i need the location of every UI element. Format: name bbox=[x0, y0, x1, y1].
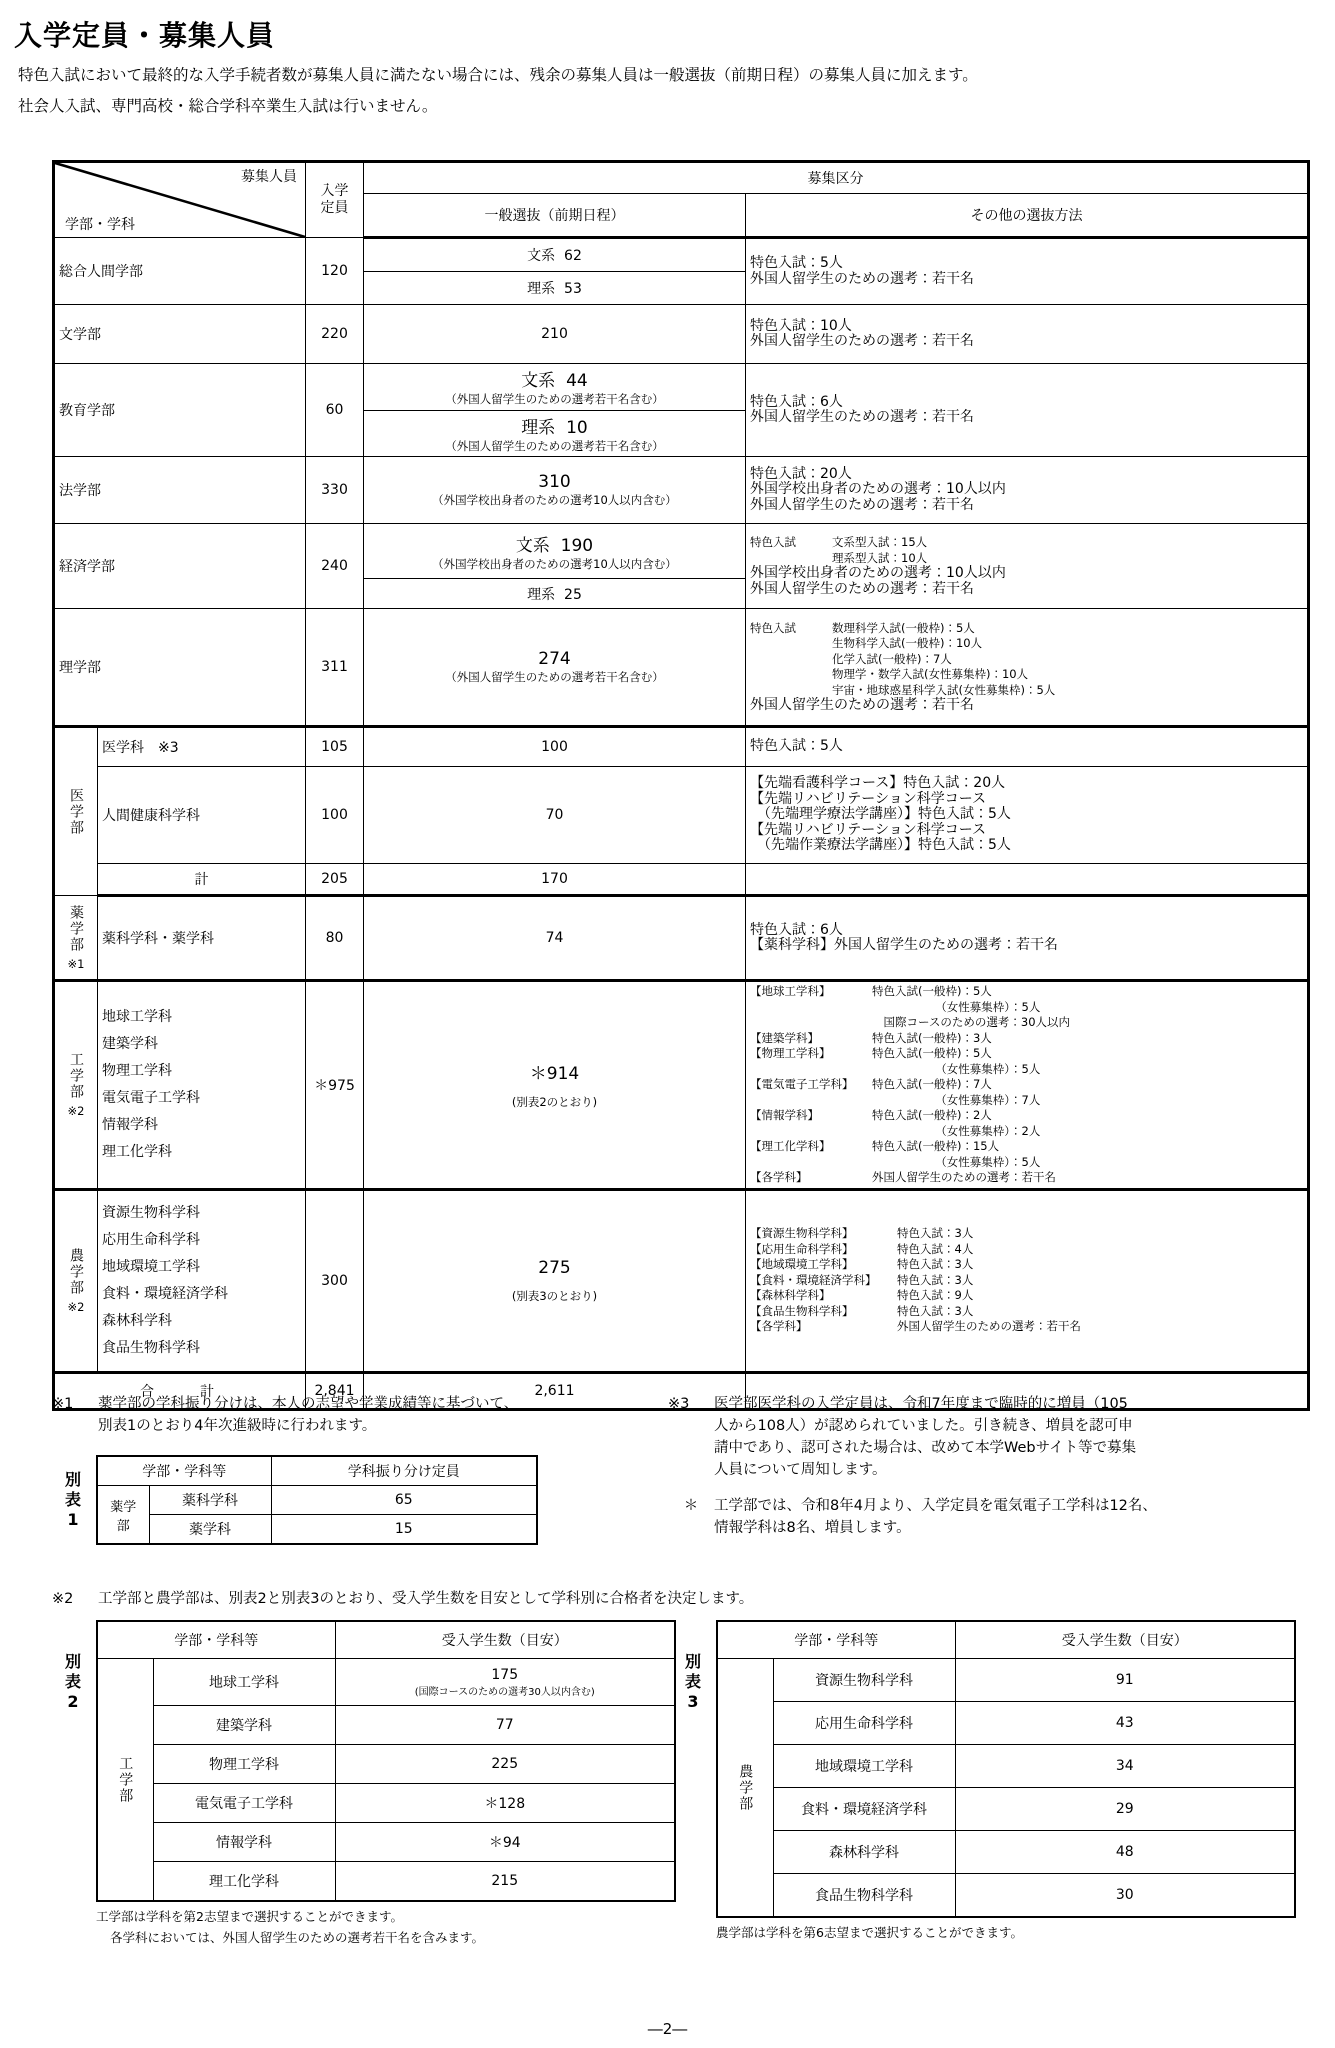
other-line: 外国人留学生のための選考：若干名 bbox=[750, 697, 974, 713]
dept-item: 電気電子工学科 bbox=[102, 1089, 200, 1106]
beppyo1-dept: 薬学科 bbox=[149, 1515, 271, 1545]
beppyo2-header-dept: 学部・学科等 bbox=[97, 1621, 335, 1659]
footnote-3-line: 人から108人）が認められていました。引き続き、増員を認可申 bbox=[714, 1418, 1133, 1434]
faculty-name-igakubu bbox=[54, 727, 98, 896]
other-key: 特色入試 bbox=[750, 535, 796, 549]
faculty-name-yakugakubu bbox=[54, 896, 98, 981]
other-line: 外国人留学生のための選考：若干名 bbox=[750, 496, 974, 513]
page-title: 入学定員・募集人員 bbox=[14, 19, 276, 52]
other-key: 【森林科学科】 bbox=[750, 1288, 831, 1303]
ippan-igakuka: 100 bbox=[364, 727, 746, 767]
intro-line-1: 特色入試において最終的な入学手続者数が募集人員に満たない場合には、残余の募集人員は一般選抜（前期日程）の募集人員に加えます。 bbox=[18, 66, 978, 84]
ippan-label: 理系 bbox=[527, 586, 556, 603]
other-value: 特色入試：3人 bbox=[897, 1226, 974, 1241]
header-sonota: その他の選抜方法 bbox=[746, 194, 1309, 238]
beppyo2-label: 別 表 2 bbox=[64, 1652, 81, 1711]
other-line: 【先端看護科学コース】特色入試：20人 bbox=[750, 775, 1006, 792]
beppyo3-row bbox=[717, 1659, 1295, 1702]
other-key bbox=[750, 636, 832, 652]
header-nyugaku-teiin: 入学 定員 bbox=[306, 162, 364, 238]
other-kyoiku bbox=[746, 364, 1309, 457]
beppyo2-note-line: 工学部は学科を第2志望まで選択することができます。 bbox=[96, 1909, 403, 1924]
ippan-note: （外国人留学生のための選考若干名含む） bbox=[445, 670, 664, 684]
other-key bbox=[750, 1124, 872, 1140]
footnote-asterisk-mark: ＊ bbox=[683, 1498, 699, 1514]
other-line: 特色入試：10人 bbox=[750, 317, 852, 334]
footnote-1-line: 別表1のとおり4年次進級時に行われます。 bbox=[98, 1418, 377, 1434]
other-sogo-ningen bbox=[746, 238, 1309, 305]
faculty-name-kyoiku: 教育学部 bbox=[54, 364, 306, 457]
ippan-label: 文系 bbox=[527, 248, 556, 265]
ippan-sogo-ningen-rikei bbox=[364, 272, 746, 305]
ippan-kogakubu bbox=[364, 981, 746, 1190]
ippan-ningen-kenko: 70 bbox=[364, 767, 746, 864]
capacity-kogakubu: ＊975 bbox=[306, 981, 364, 1190]
footnote-1-line: 薬学部の学科振り分けは、本人の志望や学業成績等に基づいて、 bbox=[98, 1396, 519, 1412]
header-bosyu-kubun: 募集区分 bbox=[364, 162, 1309, 194]
beppyo2-row bbox=[97, 1745, 675, 1784]
beppyo3-header-dept: 学部・学科等 bbox=[717, 1621, 955, 1659]
faculty-name-nogakubu bbox=[54, 1189, 98, 1372]
beppyo2-row bbox=[97, 1784, 675, 1823]
dept-item: 資源生物科学科 bbox=[102, 1204, 200, 1221]
beppyo3-row bbox=[717, 1788, 1295, 1831]
other-value: 化学入試(一般枠)：7人 bbox=[832, 651, 952, 666]
beppyo1-block bbox=[58, 1455, 538, 1545]
ippan-hogakubu bbox=[364, 457, 746, 524]
igaku-total-capacity: 205 bbox=[306, 864, 364, 896]
ippan-note: （外国人留学生のための選考若干名含む） bbox=[445, 392, 664, 407]
ippan-value: 44 bbox=[566, 371, 588, 392]
beppyo2-value-cell bbox=[335, 1659, 675, 1706]
footnote-1 bbox=[52, 1393, 672, 1437]
dept-item: 食料・環境経済学科 bbox=[102, 1285, 228, 1302]
beppyo3-dept: 資源生物科学科 bbox=[773, 1659, 955, 1702]
other-line: 外国人留学生のための選考：若干名 bbox=[750, 333, 974, 349]
igaku-total-ippan: 170 bbox=[364, 864, 746, 896]
beppyo3-value: 91 bbox=[955, 1659, 1295, 1702]
footnote-1-mark: ※1 bbox=[52, 1396, 74, 1412]
other-value: 特色入試：3人 bbox=[897, 1303, 974, 1318]
other-key: 【建築学科】 bbox=[750, 1030, 819, 1045]
other-value: 数理科学入試(一般枠)：5人 bbox=[832, 620, 975, 635]
other-line: 特色入試：20人 bbox=[750, 465, 852, 482]
ippan-value: 190 bbox=[560, 535, 594, 556]
beppyo2-dept: 理工化学科 bbox=[153, 1862, 335, 1902]
other-keizai bbox=[746, 524, 1309, 609]
footnote-3 bbox=[668, 1393, 1308, 1481]
beppyo3-note-line: 農学部は学科を第6志望まで選択することができます。 bbox=[716, 1925, 1023, 1940]
beppyo2-dept: 電気電子工学科 bbox=[153, 1784, 335, 1823]
faculty-label-vertical: 薬学部 bbox=[68, 904, 84, 953]
ippan-value: ＊914 bbox=[529, 1064, 580, 1085]
beppyo2-faculty-label: 工学部 bbox=[117, 1755, 134, 1804]
ippan-kyoiku-rikei bbox=[364, 410, 746, 457]
beppyo2-row bbox=[97, 1862, 675, 1902]
other-line: 【先端リハビリテーション科学コース bbox=[750, 821, 987, 838]
footnote-3-line: 人員について周知します。 bbox=[714, 1462, 887, 1478]
other-value: 特色入試(一般枠)：15人 bbox=[872, 1139, 1000, 1153]
beppyo3-row bbox=[717, 1831, 1295, 1874]
dept-item: 応用生命科学科 bbox=[102, 1231, 200, 1248]
capacity-kyoiku: 60 bbox=[306, 364, 364, 457]
ippan-label: 理系 bbox=[521, 417, 556, 438]
beppyo1-header-value: 学科振り分け定員 bbox=[271, 1456, 537, 1486]
beppyo2-note: (国際コースのための選考30人以内含む) bbox=[414, 1686, 595, 1698]
other-line: 特色入試：6人 bbox=[750, 921, 843, 938]
footnote-2-mark: ※2 bbox=[52, 1591, 74, 1607]
beppyo1-row bbox=[97, 1486, 537, 1515]
footnote-asterisk-line: 情報学科は8名、増員します。 bbox=[714, 1520, 911, 1536]
other-line: （先端理学療法学講座）】特色入試：5人 bbox=[750, 806, 1011, 823]
other-value: （女性募集枠）：2人 bbox=[872, 1123, 1041, 1138]
beppyo2-value: 175 bbox=[491, 1666, 519, 1683]
beppyo1-dept: 薬科学科 bbox=[149, 1486, 271, 1515]
igaku-total-other bbox=[746, 864, 1309, 896]
other-value: 生物科学入試(一般枠)：10人 bbox=[832, 636, 983, 650]
other-value: 特色入試：9人 bbox=[897, 1288, 974, 1303]
ippan-value: 10 bbox=[566, 417, 588, 438]
other-line: 【先端リハビリテーション科学コース bbox=[750, 790, 987, 807]
table-row-bungakubu bbox=[54, 305, 1309, 364]
other-kogakubu bbox=[746, 981, 1309, 1190]
ippan-sogo-ningen-bunkei bbox=[364, 238, 746, 272]
other-value: （女性募集枠）：5人 bbox=[872, 1061, 1041, 1076]
other-igakuka bbox=[746, 727, 1309, 767]
corner-label-top: 募集人員 bbox=[241, 169, 297, 185]
capacity-igakuka: 105 bbox=[306, 727, 364, 767]
beppyo3-value: 30 bbox=[955, 1874, 1295, 1918]
other-key: 【各学科】 bbox=[750, 1170, 808, 1184]
other-value: （女性募集枠）：5人 bbox=[872, 1154, 1041, 1169]
beppyo1-faculty: 薬学部 bbox=[97, 1486, 149, 1545]
beppyo2-dept: 建築学科 bbox=[153, 1706, 335, 1745]
table-row-hogakubu bbox=[54, 457, 1309, 524]
beppyo1-value: 15 bbox=[271, 1515, 537, 1545]
ippan-yakugakubu: 74 bbox=[364, 896, 746, 981]
beppyo2-value: 77 bbox=[335, 1706, 675, 1745]
other-hogakubu bbox=[746, 457, 1309, 524]
capacity-bungakubu: 220 bbox=[306, 305, 364, 364]
other-key bbox=[750, 1093, 872, 1109]
dept-item: 地球工学科 bbox=[102, 1008, 172, 1025]
dept-item: 食品生物科学科 bbox=[102, 1339, 200, 1356]
other-line: （先端作業療法学講座）】特色入試：5人 bbox=[750, 837, 1011, 854]
ippan-note: (別表3のとおり) bbox=[511, 1288, 598, 1303]
other-line: 【薬科学科】外国人留学生のための選考：若干名 bbox=[750, 937, 1058, 953]
intro-line-2: 社会人入試、専門高校・総合学科卒業生入試は行いません。 bbox=[18, 97, 438, 115]
beppyo2-row bbox=[97, 1706, 675, 1745]
beppyo1-row bbox=[97, 1515, 537, 1545]
other-key: 【電気電子工学科】 bbox=[750, 1077, 854, 1091]
header-ippan-senbatsu: 一般選抜（前期日程） bbox=[364, 194, 746, 238]
other-key: 【理工化学科】 bbox=[750, 1139, 831, 1153]
other-key: 【物理工学科】 bbox=[750, 1046, 831, 1060]
ippan-value: 310 bbox=[538, 472, 571, 492]
ippan-note: (別表2のとおり) bbox=[511, 1095, 598, 1110]
beppyo3-dept: 食品生物科学科 bbox=[773, 1874, 955, 1918]
capacity-rigakubu: 311 bbox=[306, 609, 364, 727]
other-value: （女性募集枠）：5人 bbox=[872, 999, 1041, 1014]
ippan-value: 274 bbox=[538, 649, 571, 669]
igaku-total-label: 計 bbox=[98, 864, 306, 896]
beppyo1-value: 65 bbox=[271, 1486, 537, 1515]
beppyo2-notes bbox=[96, 1906, 676, 1948]
other-line: 外国学校出身者のための選考：10人以内 bbox=[750, 565, 1006, 581]
beppyo3-notes bbox=[716, 1922, 1296, 1943]
other-key: 【地球工学科】 bbox=[750, 984, 831, 998]
beppyo2-row bbox=[97, 1659, 675, 1706]
other-line: 外国人留学生のための選考：若干名 bbox=[750, 580, 974, 597]
footnote-3-line: 請中であり、認可された場合は、改めて本学Webサイト等で募集 bbox=[714, 1440, 1137, 1456]
dept-ningen-kenko: 人間健康科学科 bbox=[98, 767, 306, 864]
page-number: ―2― bbox=[647, 2020, 688, 2038]
other-value: 特色入試：3人 bbox=[897, 1272, 974, 1287]
table-row-igaku-medical-dept bbox=[54, 727, 1309, 767]
table-row-yakugakubu bbox=[54, 896, 1309, 981]
beppyo2-header-row bbox=[97, 1621, 675, 1659]
beppyo1-table bbox=[96, 1455, 538, 1545]
ippan-nogakubu bbox=[364, 1189, 746, 1372]
other-value: 特色入試(一般枠)：5人 bbox=[872, 984, 992, 998]
other-line: 特色入試：5人 bbox=[750, 255, 843, 271]
faculty-name-kogakubu bbox=[54, 981, 98, 1190]
grand-total-label: 合 計 bbox=[54, 1372, 306, 1409]
faculty-note: ※2 bbox=[67, 1103, 85, 1118]
corner-diagonal-cell bbox=[54, 162, 306, 238]
ippan-value: 275 bbox=[538, 1257, 571, 1278]
beppyo3-faculty bbox=[717, 1659, 773, 1918]
other-nogakubu bbox=[746, 1189, 1309, 1372]
beppyo2-value: 215 bbox=[335, 1862, 675, 1902]
beppyo2-value: ＊94 bbox=[335, 1823, 675, 1862]
other-value: 物理学・数学入試(女性募集枠)：10人 bbox=[832, 667, 1029, 681]
faculty-name-sogo-ningen: 総合人間学部 bbox=[54, 238, 306, 305]
capacity-hogakubu: 330 bbox=[306, 457, 364, 524]
other-key bbox=[750, 1000, 872, 1016]
beppyo3-label: 別 表 3 bbox=[684, 1652, 701, 1711]
other-value: 理系型入試：10人 bbox=[832, 550, 928, 565]
beppyo3-dept: 応用生命科学科 bbox=[773, 1702, 955, 1745]
beppyo3-table bbox=[716, 1620, 1296, 1918]
footnote-3-line: 医学部医学科の入学定員は、令和7年度まで臨時的に増員（105 bbox=[714, 1396, 1128, 1412]
other-value: （女性募集枠）：7人 bbox=[872, 1092, 1041, 1107]
capacity-nogakubu: 300 bbox=[306, 1189, 364, 1372]
table-header-row-1 bbox=[54, 162, 1309, 194]
dept-item: 物理工学科 bbox=[102, 1062, 172, 1079]
dept-igakuka: 医学科 ※3 bbox=[98, 727, 306, 767]
ippan-label: 文系 bbox=[521, 371, 556, 392]
other-rigakubu bbox=[746, 609, 1309, 727]
other-key: 【応用生命科学科】 bbox=[750, 1241, 854, 1256]
other-key: 【各学科】 bbox=[750, 1319, 808, 1334]
beppyo3-dept: 食料・環境経済学科 bbox=[773, 1788, 955, 1831]
beppyo1-header-row bbox=[97, 1456, 537, 1486]
ippan-value: 53 bbox=[564, 281, 582, 298]
other-key: 【情報学科】 bbox=[750, 1108, 819, 1122]
capacity-yakugakubu: 80 bbox=[306, 896, 364, 981]
footnote-asterisk-line: 工学部では、令和8年4月より、入学定員を電気電子工学科は12名、 bbox=[714, 1498, 1157, 1514]
beppyo2-faculty bbox=[97, 1659, 153, 1902]
beppyo3-value: 48 bbox=[955, 1831, 1295, 1874]
footnote-2-line: 工学部と農学部は、別表2と別表3のとおり、受入学生数を目安として学科別に合格者を決定します。 bbox=[98, 1591, 754, 1607]
table-row-igaku-total bbox=[54, 864, 1309, 896]
beppyo3-header-row bbox=[717, 1621, 1295, 1659]
ippan-kyoiku-bunkei bbox=[364, 364, 746, 411]
faculty-label-vertical: 農学部 bbox=[68, 1247, 84, 1296]
other-value: 外国人留学生のための選考：若干名 bbox=[872, 1170, 1056, 1184]
other-value: 外国人留学生のための選考：若干名 bbox=[897, 1319, 1081, 1334]
beppyo2-value: 225 bbox=[335, 1745, 675, 1784]
capacity-ningen-kenko: 100 bbox=[306, 767, 364, 864]
other-value: 文系型入試：15人 bbox=[832, 535, 928, 549]
beppyo2-dept: 情報学科 bbox=[153, 1823, 335, 1862]
beppyo2-header-value: 受入学生数（目安） bbox=[335, 1621, 675, 1659]
ippan-label: 文系 bbox=[515, 535, 550, 556]
faculty-label-vertical: 医学部 bbox=[68, 787, 84, 836]
dept-item: 地域環境工学科 bbox=[102, 1258, 200, 1275]
faculty-name-hogakubu: 法学部 bbox=[54, 457, 306, 524]
other-value: 特色入試(一般枠)：2人 bbox=[872, 1108, 992, 1122]
beppyo3-value: 43 bbox=[955, 1702, 1295, 1745]
beppyo3-faculty-label: 農学部 bbox=[737, 1763, 754, 1812]
dept-item: 建築学科 bbox=[102, 1035, 158, 1052]
beppyo3-row bbox=[717, 1702, 1295, 1745]
other-line: 外国学校出身者のための選考：10人以内 bbox=[750, 481, 1006, 498]
beppyo3-row bbox=[717, 1874, 1295, 1918]
corner-label-bottom: 学部・学科 bbox=[65, 217, 135, 233]
other-value: 特色入試：3人 bbox=[897, 1257, 974, 1272]
other-value: 特色入試(一般枠)：7人 bbox=[872, 1077, 992, 1091]
faculty-note: ※2 bbox=[67, 1299, 85, 1314]
beppyo3-block bbox=[678, 1620, 1296, 1943]
other-line: 外国人留学生のための選考：若干名 bbox=[750, 409, 974, 425]
dept-yakukagaku: 薬科学科・薬学科 bbox=[98, 896, 306, 981]
faculty-name-keizai: 経済学部 bbox=[54, 524, 306, 609]
other-key: 【地域環境工学科】 bbox=[750, 1257, 854, 1272]
faculty-name-rigakubu: 理学部 bbox=[54, 609, 306, 727]
other-key bbox=[750, 1015, 872, 1031]
other-line: 特色入試：6人 bbox=[750, 393, 843, 410]
table-row-sogo-ningen-a bbox=[54, 238, 1309, 272]
ippan-note: （外国人留学生のための選考若干名含む） bbox=[445, 438, 664, 453]
other-key bbox=[750, 652, 832, 668]
footnote-asterisk bbox=[668, 1495, 1308, 1539]
other-value: 国際コースのための選考：30人以内 bbox=[872, 1015, 1071, 1029]
beppyo3-value: 29 bbox=[955, 1788, 1295, 1831]
ippan-label: 理系 bbox=[527, 281, 556, 298]
ippan-note: （外国学校出身者のための選考10人以内含む） bbox=[432, 493, 677, 507]
beppyo2-dept: 地球工学科 bbox=[153, 1659, 335, 1706]
intro-text bbox=[18, 60, 1318, 122]
other-key: 【食品生物科学科】 bbox=[750, 1303, 854, 1318]
ippan-note: （外国学校出身者のための選考10人以内含む） bbox=[432, 556, 677, 571]
beppyo2-value: ＊128 bbox=[335, 1784, 675, 1823]
ippan-keizai-bunkei bbox=[364, 524, 746, 579]
beppyo2-table bbox=[96, 1620, 676, 1902]
other-value: 宇宙・地球惑星科学入試(女性募集枠)：5人 bbox=[832, 682, 1056, 697]
table-row-ningen-kenko bbox=[54, 767, 1309, 864]
ippan-value: 25 bbox=[564, 586, 582, 603]
other-key bbox=[750, 1062, 872, 1078]
table-row-nogakubu bbox=[54, 1189, 1309, 1372]
beppyo2-note-line: 各学科においては、外国人留学生のための選考若干名を含みます。 bbox=[110, 1930, 485, 1945]
ippan-value: 62 bbox=[564, 248, 582, 265]
dept-item: 理工化学科 bbox=[102, 1143, 172, 1160]
grand-total-capacity: 2,841 bbox=[306, 1372, 364, 1409]
beppyo3-dept: 地域環境工学科 bbox=[773, 1745, 955, 1788]
table-row-keizai-a bbox=[54, 524, 1309, 579]
beppyo1-label: 別 表 1 bbox=[64, 1470, 81, 1529]
faculty-note: ※1 bbox=[67, 956, 85, 971]
table-row-kogakubu bbox=[54, 981, 1309, 1190]
other-ningen-kenko bbox=[746, 767, 1309, 864]
other-key bbox=[750, 683, 832, 699]
other-yakugakubu bbox=[746, 896, 1309, 981]
beppyo2-row bbox=[97, 1823, 675, 1862]
footnote-2 bbox=[52, 1588, 1312, 1610]
other-value: 特色入試(一般枠)：5人 bbox=[872, 1046, 992, 1060]
other-line: 特色入試：5人 bbox=[750, 738, 843, 755]
table-row-kyoiku-a bbox=[54, 364, 1309, 411]
other-key: 【食料・環境経済学科】 bbox=[750, 1272, 877, 1287]
dept-list-kogakubu bbox=[98, 981, 306, 1190]
faculty-name-bungakubu: 文学部 bbox=[54, 305, 306, 364]
other-key bbox=[750, 551, 832, 567]
beppyo2-block bbox=[58, 1620, 676, 1948]
beppyo3-value: 34 bbox=[955, 1745, 1295, 1788]
dept-item: 森林科学科 bbox=[102, 1312, 172, 1329]
dept-list-nogakubu bbox=[98, 1189, 306, 1372]
other-line: 外国人留学生のための選考：若干名 bbox=[750, 270, 974, 287]
beppyo2-dept: 物理工学科 bbox=[153, 1745, 335, 1784]
main-quota-table bbox=[52, 160, 1310, 1411]
capacity-sogo-ningen: 120 bbox=[306, 238, 364, 305]
ippan-bungakubu: 210 bbox=[364, 305, 746, 364]
other-key: 特色入試 bbox=[750, 620, 796, 635]
other-bungakubu bbox=[746, 305, 1309, 364]
other-value: 特色入試：4人 bbox=[897, 1241, 974, 1256]
other-key bbox=[750, 667, 832, 683]
footnote-3-mark: ※3 bbox=[668, 1396, 690, 1412]
beppyo3-header-value: 受入学生数（目安） bbox=[955, 1621, 1295, 1659]
table-row-rigakubu bbox=[54, 609, 1309, 727]
beppyo3-dept: 森林科学科 bbox=[773, 1831, 955, 1874]
beppyo3-row bbox=[717, 1745, 1295, 1788]
other-value: 特色入試(一般枠)：3人 bbox=[872, 1030, 992, 1045]
faculty-label-vertical: 工学部 bbox=[68, 1051, 84, 1100]
beppyo1-header-dept: 学部・学科等 bbox=[97, 1456, 271, 1486]
ippan-keizai-rikei bbox=[364, 579, 746, 609]
other-key: 【資源生物科学科】 bbox=[750, 1226, 854, 1241]
other-key bbox=[750, 1155, 872, 1171]
grand-total-ippan: 2,611 bbox=[364, 1372, 746, 1409]
dept-item: 情報学科 bbox=[102, 1116, 158, 1133]
ippan-rigakubu bbox=[364, 609, 746, 727]
capacity-keizai: 240 bbox=[306, 524, 364, 609]
